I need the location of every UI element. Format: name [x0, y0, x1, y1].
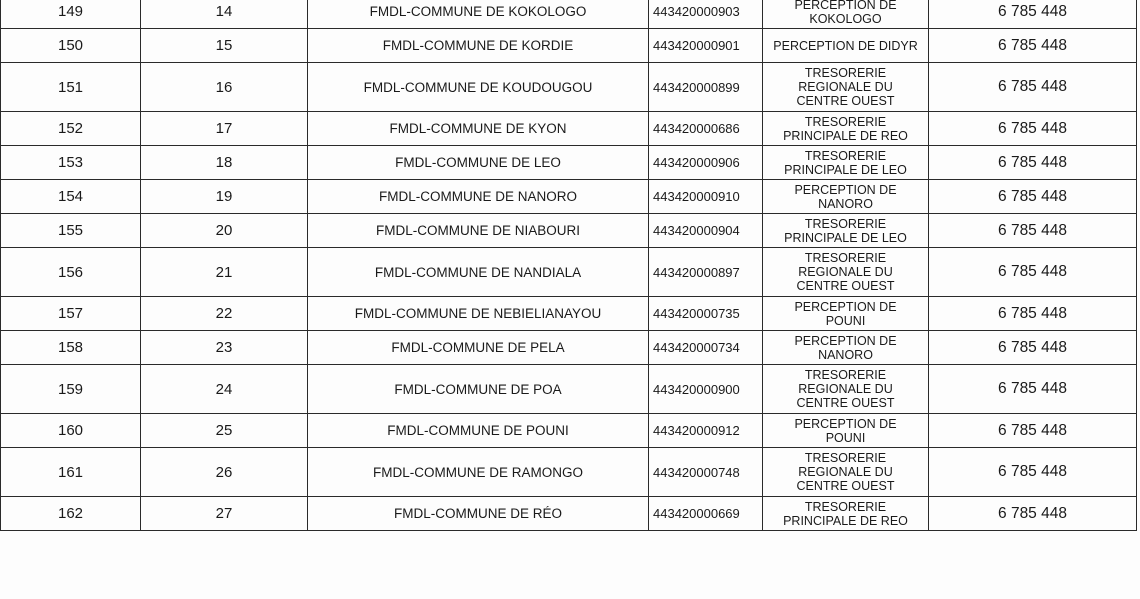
account-number-cell: 443420000910	[649, 180, 763, 214]
order-number-cell: 149	[1, 0, 141, 29]
treasury-office-line: PERCEPTION DE	[794, 416, 897, 431]
commune-name-cell: FMDL-COMMUNE DE PELA	[308, 331, 649, 365]
commune-name-cell: FMDL-COMMUNE DE KORDIE	[308, 29, 649, 63]
treasury-office-cell	[763, 146, 929, 180]
commune-name-cell: FMDL-COMMUNE DE NANORO	[308, 180, 649, 214]
commune-name-cell: FMDL-COMMUNE DE POUNI	[308, 414, 649, 448]
table-row	[1, 180, 1137, 214]
order-number-cell: 157	[1, 297, 141, 331]
treasury-office-cell	[763, 29, 929, 63]
treasury-office-cell	[763, 180, 929, 214]
treasury-office-cell	[763, 297, 929, 331]
order-number-cell: 160	[1, 414, 141, 448]
treasury-office-line: TRESORERIE	[804, 251, 887, 265]
amount-cell: 6 785 448	[929, 414, 1137, 448]
account-number-cell: 443420000686	[649, 112, 763, 146]
treasury-office-line: CENTRE OUEST	[796, 396, 895, 410]
treasury-office-line: REGIONALE DU	[798, 382, 893, 396]
order-number-cell: 150	[1, 29, 141, 63]
treasury-office-line: PERCEPTION DE	[794, 333, 897, 348]
commune-name-cell: FMDL-COMMUNE DE POA	[308, 365, 649, 414]
treasury-office-cell	[763, 331, 929, 365]
treasury-office-line: TRESORERIE	[804, 114, 887, 129]
commune-name-cell: FMDL-COMMUNE DE KYON	[308, 112, 649, 146]
order-number-cell: 162	[1, 497, 141, 531]
treasury-office-line: TRESORERIE	[804, 216, 887, 231]
account-number-cell: 443420000748	[649, 448, 763, 497]
treasury-office-cell	[763, 63, 929, 112]
account-number-cell: 443420000669	[649, 497, 763, 531]
amount-cell: 6 785 448	[929, 112, 1137, 146]
order-number-cell: 156	[1, 248, 141, 297]
sequence-number-cell: 17	[141, 112, 308, 146]
table-row	[1, 331, 1137, 365]
amount-cell: 6 785 448	[929, 146, 1137, 180]
commune-name-cell: FMDL-COMMUNE DE NIABOURI	[308, 214, 649, 248]
table-row	[1, 146, 1137, 180]
account-number-cell: 443420000899	[649, 63, 763, 112]
order-number-cell: 152	[1, 112, 141, 146]
treasury-office-line: TRESORERIE	[804, 499, 887, 514]
table-row	[1, 0, 1137, 29]
sequence-number-cell: 19	[141, 180, 308, 214]
amount-cell: 6 785 448	[929, 63, 1137, 112]
account-number-cell: 443420000897	[649, 248, 763, 297]
sequence-number-cell: 26	[141, 448, 308, 497]
commune-name-cell: FMDL-COMMUNE DE KOKOLOGO	[308, 0, 649, 29]
account-number-cell: 443420000735	[649, 297, 763, 331]
treasury-office-line: PRINCIPALE DE LEO	[784, 230, 907, 245]
sequence-number-cell: 23	[141, 331, 308, 365]
sequence-number-cell: 25	[141, 414, 308, 448]
table-row	[1, 365, 1137, 414]
amount-cell: 6 785 448	[929, 365, 1137, 414]
sequence-number-cell: 16	[141, 63, 308, 112]
sequence-number-cell: 15	[141, 29, 308, 63]
order-number-cell: 151	[1, 63, 141, 112]
account-number-cell: 443420000912	[649, 414, 763, 448]
commune-name-cell: FMDL-COMMUNE DE RÉO	[308, 497, 649, 531]
order-number-cell: 159	[1, 365, 141, 414]
treasury-office-line: REGIONALE DU	[798, 465, 893, 479]
sequence-number-cell: 20	[141, 214, 308, 248]
commune-name-cell: FMDL-COMMUNE DE NEBIELIANAYOU	[308, 297, 649, 331]
account-number-cell: 443420000900	[649, 365, 763, 414]
amount-cell: 6 785 448	[929, 331, 1137, 365]
treasury-office-line: NANORO	[818, 196, 873, 211]
amount-cell: 6 785 448	[929, 180, 1137, 214]
treasury-office-line: PERCEPTION DE	[794, 299, 897, 314]
amount-cell: 6 785 448	[929, 248, 1137, 297]
amount-cell: 6 785 448	[929, 297, 1137, 331]
treasury-office-line: POUNI	[825, 313, 866, 328]
commune-name-cell: FMDL-COMMUNE DE NANDIALA	[308, 248, 649, 297]
treasury-office-line: POUNI	[825, 430, 866, 445]
treasury-office-line: PRINCIPALE DE REO	[783, 128, 908, 143]
table-row	[1, 448, 1137, 497]
amount-cell: 6 785 448	[929, 448, 1137, 497]
account-number-cell: 443420000901	[649, 29, 763, 63]
treasury-office-cell	[763, 497, 929, 531]
treasury-office-line: KOKOLOGO	[809, 11, 882, 26]
treasury-office-cell	[763, 448, 929, 497]
order-number-cell: 161	[1, 448, 141, 497]
treasury-office-line: TRESORERIE	[804, 451, 887, 465]
treasury-office-line: PRINCIPALE DE LEO	[784, 162, 907, 177]
table-row	[1, 414, 1137, 448]
table-row	[1, 214, 1137, 248]
treasury-office-line: NANORO	[818, 347, 873, 362]
treasury-office-cell	[763, 248, 929, 297]
treasury-office-line: CENTRE OUEST	[796, 94, 895, 108]
treasury-office-line: CENTRE OUEST	[796, 479, 895, 493]
sequence-number-cell: 21	[141, 248, 308, 297]
order-number-cell: 155	[1, 214, 141, 248]
account-number-cell: 443420000734	[649, 331, 763, 365]
treasury-office-cell	[763, 112, 929, 146]
treasury-office-line: PERCEPTION DE	[794, 0, 897, 12]
order-number-cell: 153	[1, 146, 141, 180]
table-row	[1, 63, 1137, 112]
table-row	[1, 497, 1137, 531]
amount-cell: 6 785 448	[929, 214, 1137, 248]
sequence-number-cell: 18	[141, 146, 308, 180]
account-number-cell: 443420000903	[649, 0, 763, 29]
commune-name-cell: FMDL-COMMUNE DE LEO	[308, 146, 649, 180]
account-number-cell: 443420000904	[649, 214, 763, 248]
allocation-table-body	[1, 0, 1137, 531]
sequence-number-cell: 22	[141, 297, 308, 331]
commune-name-cell: FMDL-COMMUNE DE RAMONGO	[308, 448, 649, 497]
sequence-number-cell: 27	[141, 497, 308, 531]
sequence-number-cell: 14	[141, 0, 308, 29]
treasury-office-cell	[763, 0, 929, 29]
treasury-office-line: TRESORERIE	[804, 148, 887, 163]
treasury-office-line: CENTRE OUEST	[796, 279, 895, 293]
commune-name-cell: FMDL-COMMUNE DE KOUDOUGOU	[308, 63, 649, 112]
treasury-office-line: TRESORERIE	[804, 66, 887, 80]
treasury-office-cell	[763, 414, 929, 448]
table-row	[1, 112, 1137, 146]
treasury-office-line: REGIONALE DU	[798, 265, 893, 279]
treasury-office-cell	[763, 214, 929, 248]
treasury-office-line: PERCEPTION DE DIDYR	[773, 38, 918, 53]
treasury-office-line: REGIONALE DU	[798, 80, 893, 94]
account-number-cell: 443420000906	[649, 146, 763, 180]
table-row	[1, 297, 1137, 331]
order-number-cell: 154	[1, 180, 141, 214]
treasury-office-line: PERCEPTION DE	[794, 182, 897, 197]
order-number-cell: 158	[1, 331, 141, 365]
amount-cell: 6 785 448	[929, 29, 1137, 63]
amount-cell: 6 785 448	[929, 497, 1137, 531]
sequence-number-cell: 24	[141, 365, 308, 414]
table-row	[1, 29, 1137, 63]
amount-cell: 6 785 448	[929, 0, 1137, 29]
treasury-office-line: PRINCIPALE DE REO	[783, 513, 908, 528]
table-row	[1, 248, 1137, 297]
treasury-office-cell	[763, 365, 929, 414]
treasury-office-line: TRESORERIE	[804, 368, 887, 382]
